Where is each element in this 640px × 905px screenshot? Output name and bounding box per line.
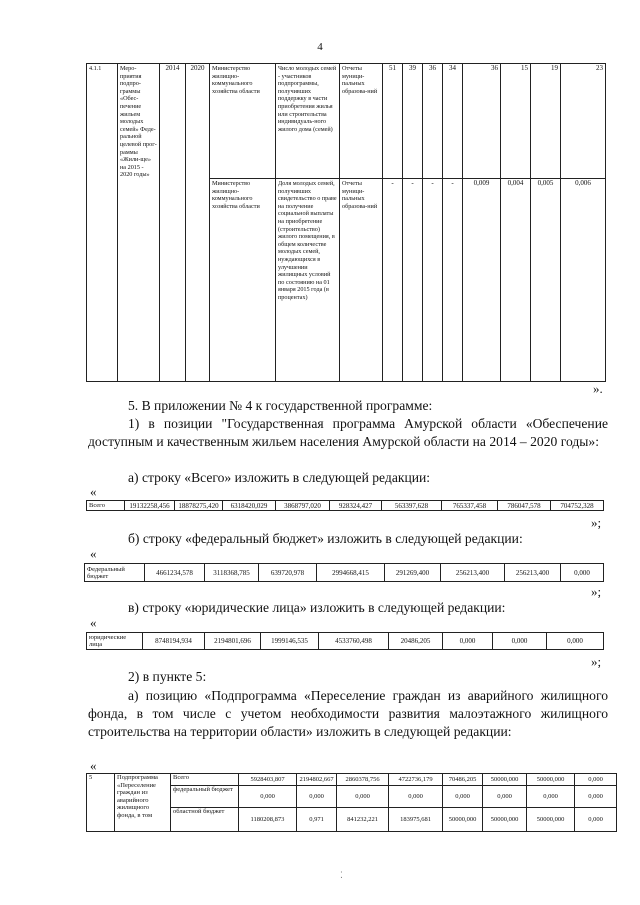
subprogram-table: [86, 773, 617, 832]
open-quote: «: [90, 758, 97, 773]
value: 0,000: [575, 808, 617, 832]
value: 0,000: [561, 564, 604, 582]
value: 2860378,756: [337, 774, 389, 786]
value: 0,006: [561, 179, 606, 382]
value: 4533760,498: [319, 633, 389, 650]
sub-c: в) строку «юридические лица» изложить в следующей редакции:: [128, 600, 506, 615]
value: 51: [383, 64, 403, 179]
measure-name: Меро-приятия подпро-граммы «Обес-печение жильем молодых семей» Феде-ральной целевой прог-раммы «Жили-ще» на 2015 - 2020 годы»: [118, 64, 160, 382]
value: 0,971: [297, 808, 337, 832]
section-5-title: 5. В приложении № 4 к государственной программе:: [128, 398, 433, 413]
scan-artifact: ⁚: [340, 870, 343, 880]
value: 0,000: [547, 633, 604, 650]
row-label: федеральный бюджет: [171, 786, 239, 808]
source: Отчеты муници-пальных образова-ний: [340, 64, 383, 179]
value: 928324,427: [330, 501, 382, 511]
value: 15: [501, 64, 531, 179]
value: 0,000: [483, 786, 527, 808]
value: -: [403, 179, 423, 382]
value: 0,000: [493, 633, 547, 650]
value: 3868797,020: [276, 501, 330, 511]
value: 0,000: [239, 786, 297, 808]
indicators-table: [86, 63, 606, 382]
close-semicolon: »;: [591, 584, 602, 599]
value: 50000,000: [527, 774, 575, 786]
value: -: [443, 179, 463, 382]
total-row-table: [86, 500, 604, 511]
value: 34: [443, 64, 463, 179]
value: 704752,328: [551, 501, 604, 511]
value: 50000,000: [483, 774, 527, 786]
closing-quote: ».: [593, 381, 603, 396]
row-number: 5: [87, 774, 115, 832]
value: 36: [423, 64, 443, 179]
executor: Министерство жилищно-коммунального хозяйства области: [210, 64, 276, 179]
sub-b: б) строку «федеральный бюджет» изложить в следующей редакции:: [128, 531, 523, 546]
value: 19: [531, 64, 561, 179]
value: 36: [463, 64, 501, 179]
value: 5928403,807: [239, 774, 297, 786]
value: 183975,681: [389, 808, 443, 832]
value: 841232,221: [337, 808, 389, 832]
indicator: Число молодых семей - участников подпрограммы, получивших поддержку в части приобретения жилья или строительства индивидуаль-ного жилого дома (семей): [276, 64, 340, 179]
value: 4661234,578: [145, 564, 205, 582]
value: 1999146,535: [261, 633, 319, 650]
value: 50000,000: [443, 808, 483, 832]
value: 6318420,029: [223, 501, 276, 511]
value: 786047,578: [498, 501, 551, 511]
value: 50000,000: [527, 808, 575, 832]
value: 2194802,667: [297, 774, 337, 786]
value: 0,000: [389, 786, 443, 808]
value: 256213,400: [441, 564, 505, 582]
value: 0,000: [575, 774, 617, 786]
value: 0,000: [337, 786, 389, 808]
federal-row-table: [84, 563, 604, 582]
value: 4722736,179: [389, 774, 443, 786]
value: -: [383, 179, 403, 382]
open-quote: «: [90, 484, 97, 499]
row-label: Всего: [171, 774, 239, 786]
value: 50000,000: [483, 808, 527, 832]
value: 1180208,873: [239, 808, 297, 832]
value: 0,000: [527, 786, 575, 808]
value: 0,004: [501, 179, 531, 382]
value: 0,009: [463, 179, 501, 382]
item-2: 2) в пункте 5:: [128, 669, 207, 684]
value: 2194801,696: [205, 633, 261, 650]
close-semicolon: »;: [591, 654, 602, 669]
close-semicolon: »;: [591, 515, 602, 530]
value: 23: [561, 64, 606, 179]
value: 256213,400: [505, 564, 561, 582]
value: 39: [403, 64, 423, 179]
value: 0,000: [443, 786, 483, 808]
value: 0,000: [443, 633, 493, 650]
sub-a: а) строку «Всего» изложить в следующей редакции:: [128, 470, 431, 485]
value: 0,005: [531, 179, 561, 382]
section-5-item-1: 1) в позиции "Государственная программа Амурской области «Обеспечение доступным и качественным жильем населения Амурской области на 2014 – 2020 годы»:: [88, 416, 608, 449]
row-label: областной бюджет: [171, 808, 239, 832]
value: 563397,628: [382, 501, 442, 511]
value: 2994668,415: [317, 564, 385, 582]
value: 20486,205: [389, 633, 443, 650]
value: 18878275,420: [175, 501, 223, 511]
value: 19132258,456: [125, 501, 175, 511]
value: 8748194,934: [143, 633, 205, 650]
row-number: 4.1.1: [87, 64, 118, 382]
end-year: 2020: [186, 64, 210, 382]
value: 291269,400: [385, 564, 441, 582]
source: Отчеты муници-пальных образова-ний: [340, 179, 383, 382]
open-quote: «: [90, 615, 97, 630]
value: 639720,978: [259, 564, 317, 582]
value: 0,000: [575, 786, 617, 808]
start-year: 2014: [160, 64, 186, 382]
value: 70486,205: [443, 774, 483, 786]
value: 0,000: [297, 786, 337, 808]
value: -: [423, 179, 443, 382]
item-2-a: а) позицию «Подпрограмма «Переселение граждан из аварийного жилищного фонда, в том числе с учетом необходимости развития малоэтажного жилищного строительства на территории области» изложить в следующей редакции:: [88, 688, 608, 739]
subprogram-name: Подпрограмма «Переселение граждан из аварийного жилищного фонда, в том: [115, 774, 171, 832]
open-quote: «: [90, 546, 97, 561]
page-number: 4: [317, 41, 323, 53]
value: 3118368,785: [205, 564, 259, 582]
value: 765337,458: [442, 501, 498, 511]
row-label: юридические лица: [87, 633, 143, 650]
legal-row-table: [86, 632, 604, 650]
row-label: Федеральный бюджет: [85, 564, 145, 582]
indicator: Доля молодых семей, получивших свидетельство о праве на получение социальной выплаты на приобретение (строительство) жилого помещения, в общем количестве молодых семей, нуждающихся в улучшении жилищных условий по состоянию на 01 января 2015 года (в процентах): [276, 179, 340, 382]
row-label: Всего: [87, 501, 125, 511]
executor: Министерство жилищно-коммунального хозяйства области: [210, 179, 276, 382]
